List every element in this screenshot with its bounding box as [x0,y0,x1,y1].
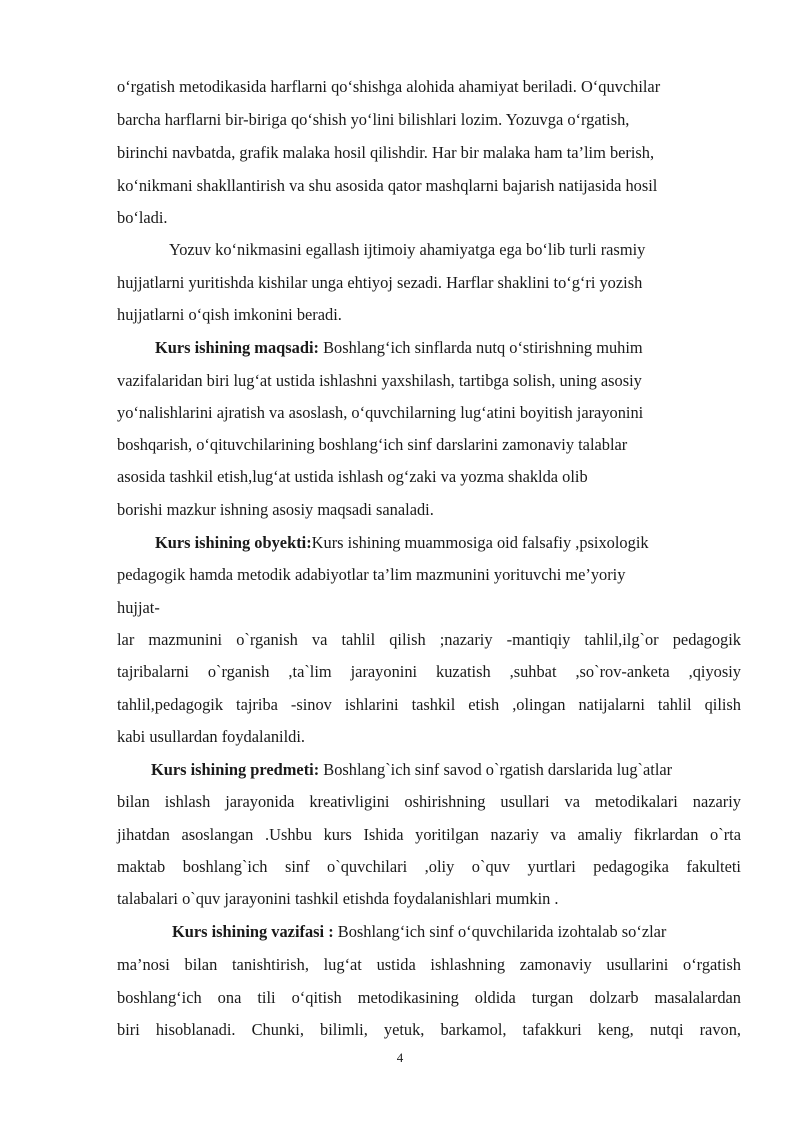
page-number: 4 [396,1050,404,1065]
text-line: vazifalaridan biri lug‘at ustida ishlashni yaxshilash, tartibga solish, uning asosiy [117,371,642,390]
text-line: hujjatlarni o‘qish imkonini beradi. [117,305,342,324]
text-line: birinchi navbatda, grafik malaka hosil qilishdir. Har bir malaka ham ta’lim berish, [117,143,655,162]
text-line: tajribalarni o`rganish ,ta`lim jarayonini kuzatish ,suhbat ,so`rov-anketa ,qiyosiy [117,662,741,681]
section-label-predmet: Kurs ishining predmeti: [151,760,320,779]
text-line: tahlil,pedagogik tajriba -sinov ishlarini tashkil etish ,olingan natijalarni tahlil qilish [117,695,741,714]
text-span: Boshlang‘ich sinflarda nutq o‘stirishning muhim [318,338,643,357]
text-line: asosida tashkil etish,lug‘at ustida ishlash og‘zaki va yozma shaklda olib [117,467,588,486]
text-line: hujjat- [117,598,160,617]
text-line: maktab boshlang`ich sinf o`quvchilari ,oliy o`quv yurtlari pedagogika fakulteti [117,857,741,876]
section-obyekt-first-line [155,533,649,553]
section-label-maqsad: Kurs ishining maqsadi: [155,338,319,357]
text-line: barcha harflarni bir-biriga qo‘shish yo‘lini bilishlari lozim. Yozuvga o‘rgatish, [117,110,630,129]
text-line: talabalari o`quv jarayonini tashkil etishda foydalanishlari mumkin . [117,889,559,908]
section-vazifa-first-line [172,922,666,942]
text-span: Boshlang`ich sinf savod o`rgatish darslarida lug`atlar [319,760,673,779]
section-label-obyekt: Kurs ishining obyekti: [155,533,312,552]
text-line: boshqarish, o‘qituvchilarining boshlang‘ich sinf darslarini zamonaviy talablar [117,435,628,454]
text-line: biri hisoblanadi. Chunki, bilimli, yetuk, barkamol, tafakkuri keng, nutqi ravon, [117,1020,741,1039]
text-span: Boshlang‘ich sinf o‘quvchilarida izohtalab so‘zlar [333,922,667,941]
text-line: jihatdan asoslangan .Ushbu kurs Ishida yoritilgan nazariy va amaliy fikrlardan o`rta [117,825,741,844]
text-line: borishi mazkur ishning asosiy maqsadi sanaladi. [117,500,434,519]
section-label-vazifa: Kurs ishining vazifasi : [172,922,334,941]
text-line: kabi usullardan foydalanildi. [117,727,305,746]
text-line: bo‘ladi. [117,208,168,227]
text-line: hujjatlarni yuritishda kishilar unga ehtiyoj sezadi. Harflar shaklini to‘g‘ri yozish [117,273,643,292]
text-line: lar mazmunini o`rganish va tahlil qilish ;nazariy -mantiqiy tahlil,ilg`or pedagogik [117,630,741,649]
text-line: pedagogik hamda metodik adabiyotlar ta’lim mazmunini yorituvchi me’yoriy [117,565,626,584]
section-maqsad-first-line [155,338,643,358]
text-line: Yozuv ko‘nikmasini egallash ijtimoiy ahamiyatga ega bo‘lib turli rasmiy [169,240,646,259]
text-line: boshlang‘ich ona tili o‘qitish metodikasining oldida turgan dolzarb masalalardan [117,988,741,1007]
text-line: ma’nosi bilan tanishtirish, lug‘at ustida ishlashning zamonaviy usullarini o‘rgatish [117,955,741,974]
text-line: bilan ishlash jarayonida kreativligini oshirishning usullari va metodikalari nazariy [117,792,741,811]
text-line: ko‘nikmani shakllantirish va shu asosida qator mashqlarni bajarish natijasida hosil [117,176,658,195]
section-predmet-first-line [151,760,741,780]
text-line: yo‘nalishlarini ajratish va asoslash, o‘quvchilarning lug‘atini boyitish jarayonini [117,403,644,422]
text-line: o‘rgatish metodikasida harflarni qo‘shishga alohida ahamiyat beriladi. O‘quvchilar [117,77,661,96]
text-span: Kurs ishining muammosiga oid falsafiy ,psixologik [311,533,649,552]
